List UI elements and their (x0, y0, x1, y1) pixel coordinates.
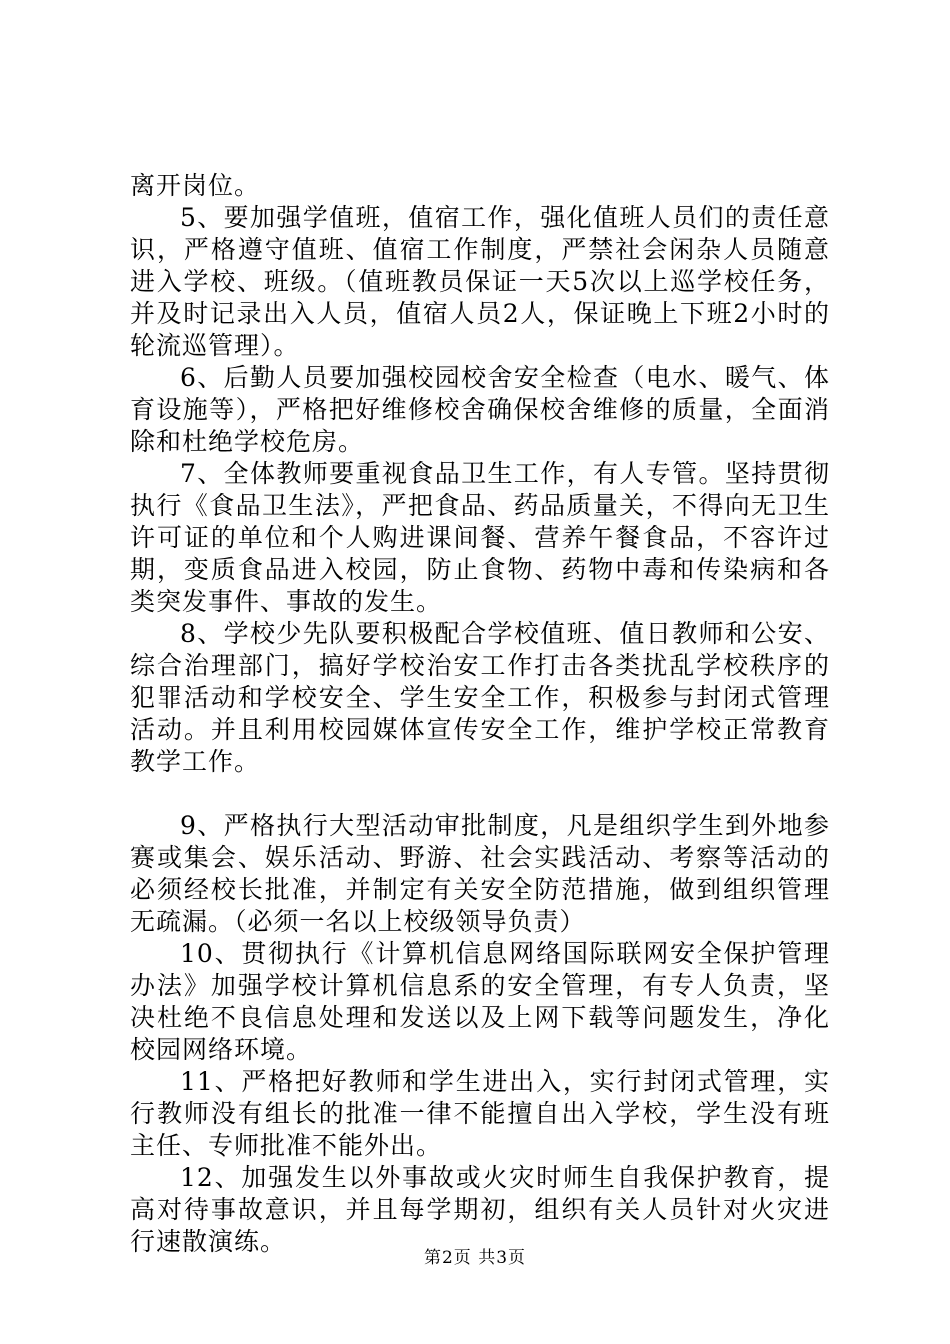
paragraph-item-9: 9、严格执行大型活动审批制度，凡是组织学生到外地参赛或集会、娱乐活动、野游、社会实践活动、考察等活动的必须经校长批准，并制定有关安全防范措施，做到组织管理无疏漏。（必须一名以上校级领导负责） (130, 811, 830, 936)
paragraph-item-5: 5、要加强学值班，值宿工作，强化值班人员们的责任意识，严格遵守值班、值宿工作制度，严禁社会闲杂人员随意进入学校、班级。（值班教员保证一天5次以上巡学校任务，并及时记录出入人员，值宿人员2人，保证晚上下班2小时的轮流巡管理）。 (130, 203, 830, 360)
paragraph-item-10: 10、贯彻执行《计算机信息网络国际联网安全保护管理办法》加强学校计算机信息系的安全管理，有专人负责，坚决杜绝不良信息处理和发送以及上网下载等问题发生，净化校园网络环境。 (130, 939, 830, 1064)
paragraph-spacer (130, 778, 830, 810)
paragraph-item-7: 7、全体教师要重视食品卫生工作，有人专管。坚持贯彻执行《食品卫生法》，严把食品、药品质量关，不得向无卫生许可证的单位和个人购进课间餐、营养午餐食品，不容许过期，变质食品进入校园，防止食物、药物中毒和传染病和各类突发事件、事故的发生。 (130, 459, 830, 616)
paragraph-item-11: 11、严格把好教师和学生进出入，实行封闭式管理，实行教师没有组长的批准一律不能擅自出入学校，学生没有班主任、专师批准不能外出。 (130, 1067, 830, 1160)
paragraph-item-12: 12、加强发生以外事故或火灾时师生自我保护教育，提高对待事故意识，并且每学期初，组织有关人员针对火灾进行速散演练。 (130, 1163, 830, 1256)
paragraph-item-8: 8、学校少先队要积极配合学校值班、值日教师和公安、综合治理部门，搞好学校治安工作打击各类扰乱学校秩序的犯罪活动和学校安全、学生安全工作，积极参与封闭式管理活动。并且利用校园媒体宣传安全工作，维护学校正常教育教学工作。 (130, 619, 830, 776)
paragraph-item-6: 6、后勤人员要加强校园校舍安全检查（电水、暖气、体育设施等），严格把好维修校舍确保校舍维修的质量，全面消除和杜绝学校危房。 (130, 363, 830, 456)
page-number-footer: 第2页 共3页 (423, 1248, 527, 1268)
paragraph-continuation: 离开岗位。 (130, 171, 261, 200)
document-body (130, 170, 830, 1258)
